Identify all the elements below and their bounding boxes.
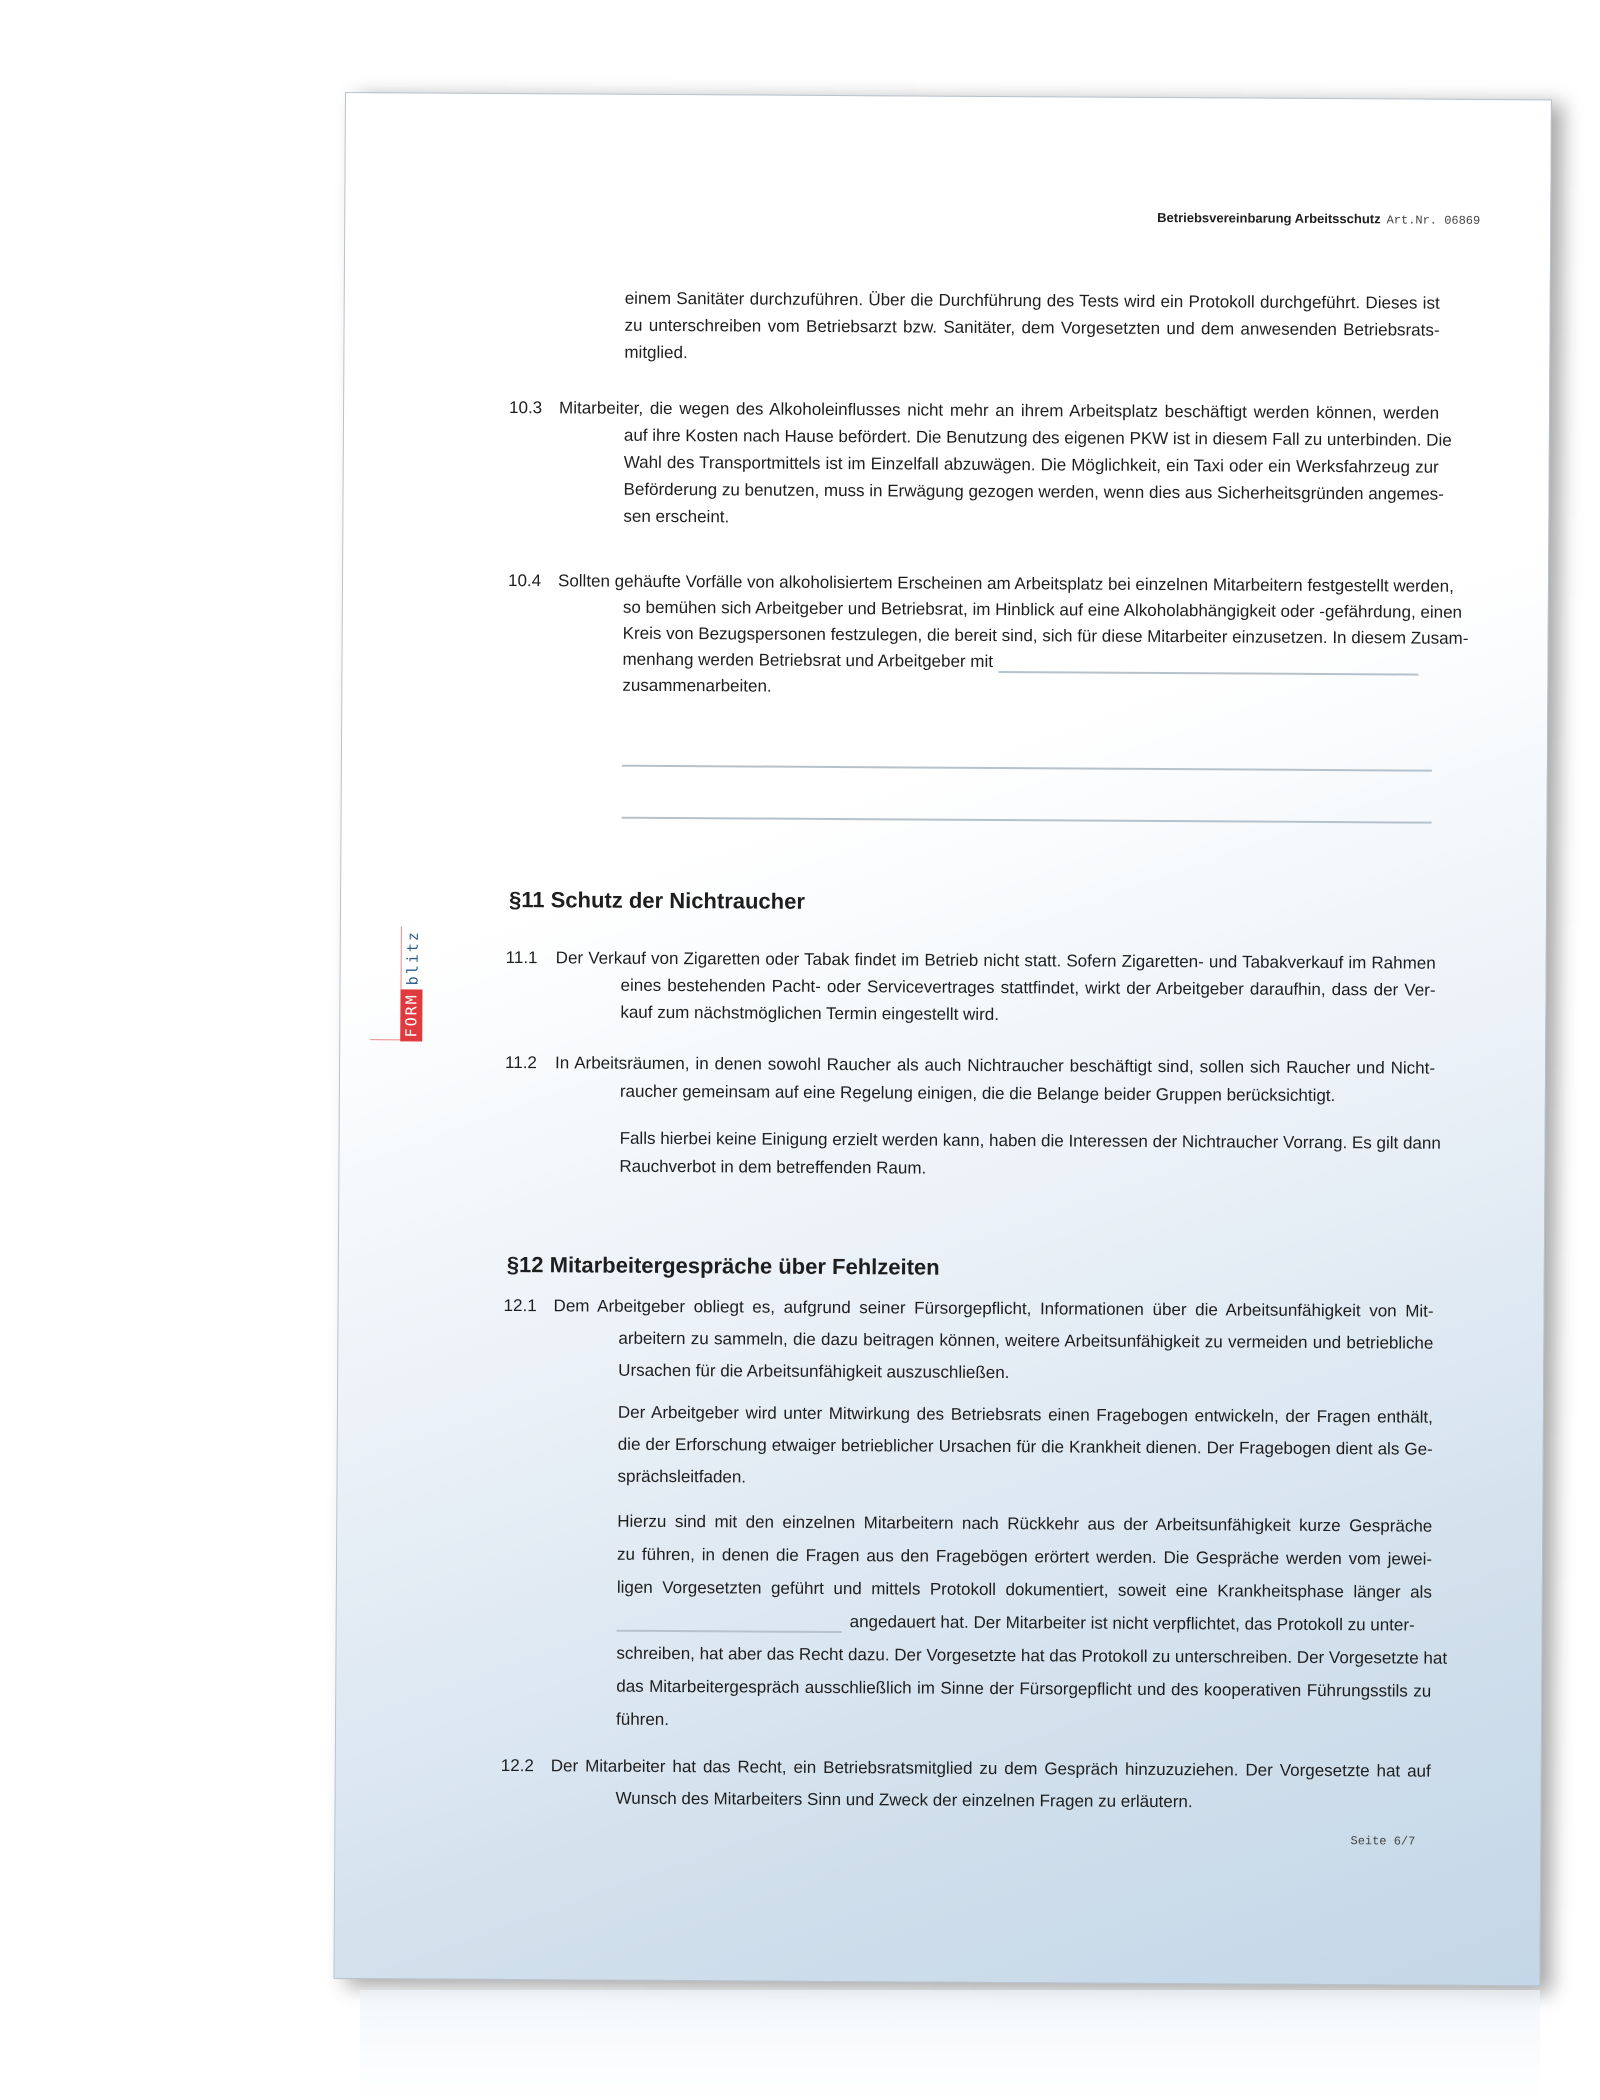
page-reflection (360, 1990, 1540, 2100)
text-line: raucher gemeinsam auf eine Regelung einigen, die die Belange beider Gruppen berücksichtigt. (619, 1081, 1336, 1106)
text-line: Der Verkauf von Zigaretten oder Tabak findet im Betrieb nicht statt. Sofern Zigaretten- und Tabakverkauf im Rahmen (555, 948, 1436, 973)
text-line: Mitarbeiter, die wegen des Alkoholeinflusses nicht mehr an ihrem Arbeitsplatz beschäftigt werden können, werden (559, 398, 1440, 423)
text-line: mitglied. (624, 342, 688, 363)
paragraph-number: 12.2 (500, 1755, 534, 1776)
formblitz-logo (400, 861, 423, 1041)
document-title: Betriebsvereinbarung Arbeitsschutz (1157, 209, 1381, 227)
paragraph-10-4 (507, 568, 1488, 704)
section-heading-12: §12 Mitarbeitergespräche über Fehlzeiten (506, 1252, 940, 1280)
page-header (1157, 210, 1480, 228)
paragraph (502, 1396, 1483, 1498)
text-line: so bemühen sich Arbeitgeber und Betriebsrat, im Hinblick auf eine Alkoholabhängigkeit oder -gefährdung, einen (622, 597, 1463, 622)
paragraph (501, 1504, 1482, 1741)
text-line: arbeitern zu sammeln, die dazu beitragen können, weitere Arbeitsunfähigkeit zu vermeiden und betriebliche (618, 1328, 1434, 1353)
text-line: In Arbeitsräumen, in denen sowohl Raucher als auch Nichtraucher beschäftigt sind, sollen sich Raucher und Nicht- (555, 1053, 1436, 1078)
section-heading-11: §11 Schutz der Nichtraucher (508, 887, 806, 914)
blank-fill-line[interactable] (622, 817, 1432, 824)
text-line: Hierzu sind mit den einzelnen Mitarbeitern nach Rückkehr aus der Arbeitsunfähigkeit kurze Gespräche (617, 1511, 1433, 1536)
text-line: Der Arbeitgeber wird unter Mitwirkung des Betriebsrats einen Fragebogen entwickeln, der Fragen enthält, (617, 1402, 1433, 1427)
paragraph-number: 12.1 (503, 1295, 537, 1316)
text-line: Wahl des Transportmittels ist im Einzelfall abzuwägen. Die Möglichkeit, ein Taxi oder ein Werksfahrzeug zur (623, 452, 1439, 477)
text-line: das Mitarbeitergespräch ausschließlich im Sinne der Fürsorgepflicht und des kooperativen Führungsstils zu (616, 1676, 1432, 1701)
text-line: Beförderung zu benutzen, muss in Erwägung gezogen werden, wenn dies aus Sicherheitsgründen angemes- (623, 479, 1444, 504)
paragraph-12-2 (500, 1750, 1480, 1820)
text-line (617, 1604, 1432, 1642)
text-line: schreiben, hat aber das Recht dazu. Der Vorgesetzte hat das Protokoll zu unterschreiben. Der Vorgesetzte hat (616, 1643, 1448, 1668)
text-line: sprächsleitfaden. (617, 1466, 747, 1487)
paragraph-11-1 (505, 944, 1485, 1031)
text-line: einem Sanitäter durchzuführen. Über die Durchführung des Tests wird ein Protokoll durchgeführt. Dieses ist (624, 288, 1440, 313)
paragraph-number: 11.1 (505, 947, 538, 968)
text-line: Kreis von Bezugspersonen festzulegen, die bereit sind, sich für diese Mitarbeiter einzusetzen. In diesem Zusam- (622, 623, 1469, 648)
article-number: Art.Nr. 06869 (1386, 213, 1481, 228)
text-line: ligen Vorgesetzten geführt und mittels Protokoll dokumentiert, soweit eine Krankheitsphase länger als (616, 1577, 1432, 1602)
text-line: eines bestehenden Pacht- oder Servicevertrages stattfindet, wirkt der Arbeitgeber daraufhin, dass der Ver- (620, 975, 1436, 1000)
paragraph-number: 10.3 (509, 398, 543, 418)
paragraph-10-3 (508, 394, 1489, 535)
logo-blitz: blitz (401, 926, 423, 989)
text-line: führen. (616, 1709, 670, 1730)
document-page (333, 92, 1552, 1986)
text-line: Wunsch des Mitarbeiters Sinn und Zweck der einzelnen Fragen zu erläutern. (615, 1788, 1193, 1812)
text-line: zu unterschreiben vom Betriebsarzt bzw. Sanitäter, dem Vorgesetzten und dem anwesenden Betriebsrats- (624, 315, 1440, 340)
blank-fill-line[interactable] (622, 765, 1432, 772)
page-number: Seite 6/7 (1350, 1834, 1416, 1849)
text-line: Dem Arbeitgeber obliegt es, aufgrund seiner Fürsorgepflicht, Informationen über die Arbeitsunfähigkeit von Mit- (553, 1296, 1434, 1321)
paragraph-number: 11.2 (505, 1052, 537, 1073)
logo-form: FORM (400, 989, 422, 1041)
text-line: kauf zum nächstmöglichen Termin eingestellt wird. (620, 1002, 1000, 1025)
text-line: Der Mitarbeiter hat das Recht, ein Betriebsratsmitglied zu dem Gespräch hinzuzuziehen. Der Vorgesetzte hat auf (550, 1756, 1431, 1781)
text-line: zusammenarbeiten. (622, 675, 772, 696)
paragraph (509, 284, 1489, 371)
text-line: zu führen, in denen die Fragen aus den Fragebögen erörtert werden. Die Gespräche werden vom jewei- (617, 1544, 1433, 1569)
text-line: sen erscheint. (623, 506, 730, 527)
text-line-content: angedauert hat. Der Mitarbeiter ist nicht verpflichtet, das Protokoll zu unter- (849, 1612, 1415, 1635)
text-line-content: menhang werden Betriebsrat und Arbeitgeber mit (622, 649, 994, 671)
text-line: Rauchverbot in dem betreffenden Raum. (619, 1156, 927, 1178)
paragraph-12-1 (503, 1290, 1484, 1392)
text-line: auf ihre Kosten nach Hause befördert. Die Benutzung des eigenen PKW ist in diesem Fall zu unterbinden. Die (623, 425, 1452, 450)
text-line: die der Erforschung etwaiger betrieblicher Ursachen für die Krankheit dienen. Der Fragebogen dient als Ge- (617, 1434, 1433, 1459)
paragraph-11-2 (505, 1049, 1485, 1111)
text-line: Ursachen für die Arbeitsunfähigkeit auszuschließen. (618, 1360, 1010, 1383)
blank-fill-line[interactable] (617, 1630, 842, 1633)
paragraph (504, 1124, 1484, 1186)
paragraph-number: 10.4 (507, 571, 542, 591)
text-line: Sollten gehäufte Vorfälle von alkoholisiertem Erscheinen am Arbeitsplatz bei einzelnen Mitarbeitern festgestellt werden, (557, 571, 1454, 596)
text-line: Falls hierbei keine Einigung erzielt werden kann, haben die Interessen der Nichtraucher Vorrang. Es gilt dann (619, 1128, 1441, 1153)
